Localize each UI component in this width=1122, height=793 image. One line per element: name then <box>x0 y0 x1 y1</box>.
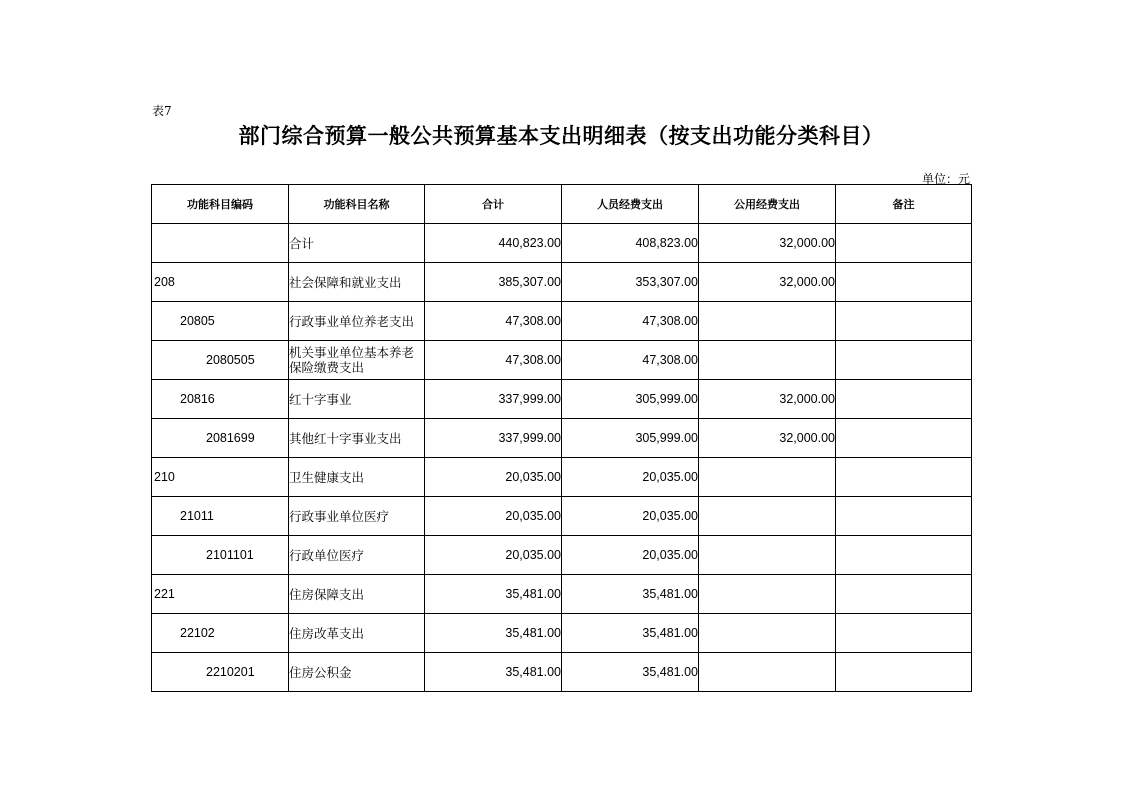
table-number-label: 表7 <box>152 104 172 118</box>
table-row <box>152 224 972 263</box>
public-cell <box>699 458 836 497</box>
total-cell: 35,481.00 <box>425 575 562 614</box>
page-title: 部门综合预算一般公共预算基本支出明细表（按支出功能分类科目） <box>238 124 884 148</box>
name-cell: 行政事业单位养老支出 <box>289 302 425 341</box>
name-cell: 其他红十字事业支出 <box>289 419 425 458</box>
personnel-cell: 47,308.00 <box>562 302 699 341</box>
note-cell <box>836 263 972 302</box>
table-row <box>152 536 972 575</box>
table-header-row <box>152 185 972 224</box>
public-cell: 32,000.00 <box>699 224 836 263</box>
name-cell: 红十字事业 <box>289 380 425 419</box>
public-cell <box>699 614 836 653</box>
code-cell: 2101101 <box>152 536 289 575</box>
total-cell: 35,481.00 <box>425 653 562 692</box>
personnel-cell: 47,308.00 <box>562 341 699 380</box>
code-cell: 21011 <box>152 497 289 536</box>
name-cell: 卫生健康支出 <box>289 458 425 497</box>
public-cell <box>699 497 836 536</box>
note-cell <box>836 575 972 614</box>
total-cell: 337,999.00 <box>425 380 562 419</box>
total-cell: 440,823.00 <box>425 224 562 263</box>
header-code: 功能科目编码 <box>152 185 289 224</box>
table-row <box>152 380 972 419</box>
code-cell: 2210201 <box>152 653 289 692</box>
note-cell <box>836 653 972 692</box>
total-cell: 35,481.00 <box>425 614 562 653</box>
code-cell <box>152 224 289 263</box>
personnel-cell: 305,999.00 <box>562 380 699 419</box>
code-cell: 2080505 <box>152 341 289 380</box>
personnel-cell: 305,999.00 <box>562 419 699 458</box>
budget-table <box>151 184 972 692</box>
personnel-cell: 35,481.00 <box>562 614 699 653</box>
table-row <box>152 653 972 692</box>
code-cell: 20816 <box>152 380 289 419</box>
table-row <box>152 614 972 653</box>
name-cell: 机关事业单位基本养老保险缴费支出 <box>289 341 425 380</box>
note-cell <box>836 341 972 380</box>
code-cell: 22102 <box>152 614 289 653</box>
personnel-cell: 20,035.00 <box>562 536 699 575</box>
personnel-cell: 20,035.00 <box>562 497 699 536</box>
unit-label: 单位：元 <box>921 172 970 186</box>
name-cell: 社会保障和就业支出 <box>289 263 425 302</box>
note-cell <box>836 380 972 419</box>
table-row <box>152 263 972 302</box>
code-cell: 210 <box>152 458 289 497</box>
public-cell <box>699 653 836 692</box>
public-cell: 32,000.00 <box>699 419 836 458</box>
total-cell: 20,035.00 <box>425 536 562 575</box>
header-name: 功能科目名称 <box>289 185 425 224</box>
note-cell <box>836 419 972 458</box>
total-cell: 47,308.00 <box>425 341 562 380</box>
code-cell: 221 <box>152 575 289 614</box>
header-note: 备注 <box>836 185 972 224</box>
name-cell: 行政单位医疗 <box>289 536 425 575</box>
personnel-cell: 353,307.00 <box>562 263 699 302</box>
header-total: 合计 <box>425 185 562 224</box>
name-cell: 合计 <box>289 224 425 263</box>
name-cell: 住房改革支出 <box>289 614 425 653</box>
table-row <box>152 341 972 380</box>
name-cell: 住房保障支出 <box>289 575 425 614</box>
note-cell <box>836 497 972 536</box>
total-cell: 337,999.00 <box>425 419 562 458</box>
public-cell <box>699 341 836 380</box>
code-cell: 2081699 <box>152 419 289 458</box>
table-row <box>152 302 972 341</box>
header-personnel: 人员经费支出 <box>562 185 699 224</box>
total-cell: 20,035.00 <box>425 458 562 497</box>
note-cell <box>836 536 972 575</box>
public-cell <box>699 536 836 575</box>
public-cell <box>699 575 836 614</box>
personnel-cell: 35,481.00 <box>562 575 699 614</box>
name-cell: 住房公积金 <box>289 653 425 692</box>
personnel-cell: 20,035.00 <box>562 458 699 497</box>
personnel-cell: 35,481.00 <box>562 653 699 692</box>
name-cell: 行政事业单位医疗 <box>289 497 425 536</box>
table-row <box>152 497 972 536</box>
note-cell <box>836 458 972 497</box>
total-cell: 47,308.00 <box>425 302 562 341</box>
table-row <box>152 419 972 458</box>
note-cell <box>836 614 972 653</box>
personnel-cell: 408,823.00 <box>562 224 699 263</box>
note-cell <box>836 224 972 263</box>
note-cell <box>836 302 972 341</box>
total-cell: 385,307.00 <box>425 263 562 302</box>
table-row <box>152 458 972 497</box>
public-cell <box>699 302 836 341</box>
code-cell: 208 <box>152 263 289 302</box>
public-cell: 32,000.00 <box>699 263 836 302</box>
total-cell: 20,035.00 <box>425 497 562 536</box>
public-cell: 32,000.00 <box>699 380 836 419</box>
header-public: 公用经费支出 <box>699 185 836 224</box>
table-row <box>152 575 972 614</box>
code-cell: 20805 <box>152 302 289 341</box>
